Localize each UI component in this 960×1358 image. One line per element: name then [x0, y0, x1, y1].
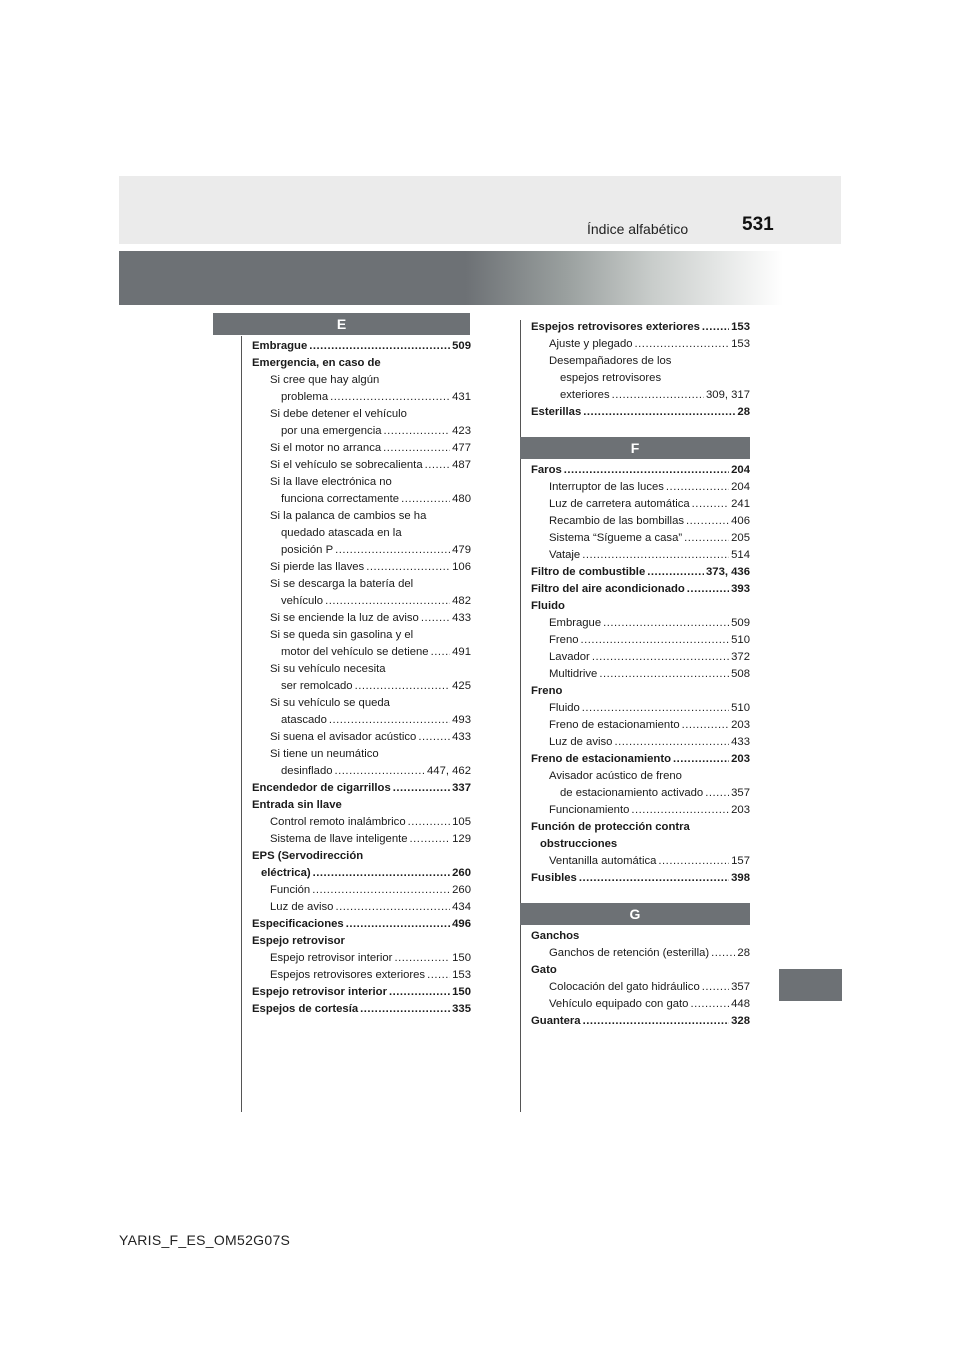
index-entry	[252, 780, 471, 797]
index-entry-page: 309, 317	[706, 389, 750, 401]
index-entry-term: ser remolcado	[281, 680, 353, 692]
index-leader-dots	[631, 802, 729, 819]
page-number: 531	[742, 214, 774, 235]
index-entry-page: 480	[452, 493, 471, 505]
index-entry-term: Freno de estacionamiento	[549, 719, 680, 731]
index-leader-dots	[360, 1001, 450, 1018]
index-leader-dots	[309, 338, 450, 355]
index-entry-term: Si el vehículo se sobrecalienta	[270, 459, 423, 471]
index-entry-page: 509	[452, 340, 471, 352]
index-entry-page: 106	[452, 561, 471, 573]
index-entry-page: 493	[452, 714, 471, 726]
index-entry-page: 150	[452, 952, 471, 964]
index-entry	[252, 984, 471, 1001]
index-entry-page: 357	[731, 787, 750, 799]
index-entry	[531, 683, 750, 700]
index-entry-page: 328	[731, 1015, 750, 1027]
index-leader-dots	[401, 491, 450, 508]
index-leader-dots	[427, 967, 450, 984]
index-leader-dots	[408, 814, 451, 831]
index-entry-term: Espejo retrovisor interior	[270, 952, 393, 964]
index-leader-dots	[431, 644, 451, 661]
index-entry	[252, 814, 471, 831]
index-entry	[531, 370, 750, 387]
index-entry	[252, 576, 471, 593]
index-entry-term: Luz de aviso	[270, 901, 334, 913]
index-entry	[252, 933, 471, 950]
index-entry-page: 510	[731, 702, 750, 714]
index-entry	[252, 406, 471, 423]
index-entry-term: Si la llave electrónica no	[270, 476, 392, 488]
index-leader-dots	[313, 865, 451, 882]
index-leader-dots	[383, 423, 450, 440]
index-entry-term: Si el motor no arranca	[270, 442, 382, 454]
index-leader-dots	[581, 632, 730, 649]
index-entry-term: Freno de estacionamiento	[531, 753, 671, 765]
index-entry	[252, 746, 471, 763]
index-entry	[531, 353, 750, 370]
index-entry	[252, 355, 471, 372]
index-entry	[252, 695, 471, 712]
index-column-left	[252, 338, 471, 1018]
index-entry-term: quedado atascada en la	[281, 527, 402, 539]
index-leader-dots	[335, 899, 450, 916]
index-entry	[252, 916, 471, 933]
index-entry-page: 508	[731, 668, 750, 680]
index-entry-term: Si se queda sin gasolina y el	[270, 629, 414, 641]
index-leader-dots	[711, 945, 735, 962]
index-entry	[531, 649, 750, 666]
index-leader-dots	[686, 513, 729, 530]
left-column-rule	[241, 336, 242, 1112]
index-entry-term: Función	[270, 884, 311, 896]
index-leader-dots	[603, 615, 729, 632]
index-entry-page: 129	[452, 833, 471, 845]
index-entry-term: Emergencia, en caso de	[252, 357, 381, 369]
index-leader-dots	[582, 547, 729, 564]
index-entry	[252, 950, 471, 967]
header-band	[119, 176, 841, 244]
index-entry-term: Freno	[531, 685, 563, 697]
index-leader-dots	[690, 996, 729, 1013]
index-entry-term: Si su vehículo necesita	[270, 663, 386, 675]
index-entry	[252, 1001, 471, 1018]
index-entry	[531, 870, 750, 887]
index-entry-page: 433	[731, 736, 750, 748]
index-entry	[531, 785, 750, 802]
index-entry-term: Ganchos	[531, 930, 580, 942]
index-entry-term: funciona correctamente	[281, 493, 400, 505]
index-leader-dots	[579, 870, 729, 887]
index-entry-term: Función de protección contra	[531, 821, 690, 833]
index-entry-term: Espejo retrovisor interior	[252, 986, 387, 998]
index-entry-page: 153	[731, 321, 750, 333]
index-entry	[531, 479, 750, 496]
index-entry-page: 487	[452, 459, 471, 471]
index-entry-page: 153	[731, 338, 750, 350]
index-entry	[252, 525, 471, 542]
index-entry	[531, 836, 750, 853]
index-entry-term: Entrada sin llave	[252, 799, 342, 811]
index-entry-page: 372	[731, 651, 750, 663]
index-entry	[531, 979, 750, 996]
index-entry-page: 482	[452, 595, 471, 607]
index-leader-dots	[614, 734, 729, 751]
index-leader-dots	[366, 559, 450, 576]
index-entry-page: 204	[731, 464, 750, 476]
index-entry	[531, 496, 750, 513]
index-leader-dots	[692, 496, 729, 513]
index-entry-page: 150	[452, 986, 471, 998]
index-entry	[252, 865, 471, 882]
index-entry-page: 406	[731, 515, 750, 527]
index-leader-dots	[592, 649, 729, 666]
index-entry	[252, 559, 471, 576]
index-entry	[531, 928, 750, 945]
index-entry-page: 157	[731, 855, 750, 867]
index-leader-dots	[410, 831, 451, 848]
index-entry-term: posición P	[281, 544, 334, 556]
index-entry	[252, 661, 471, 678]
index-leader-dots	[383, 440, 450, 457]
index-entry-page: 335	[452, 1003, 471, 1015]
index-entry	[531, 513, 750, 530]
index-entry-page: 514	[731, 549, 750, 561]
section-title: Índice alfabético	[587, 221, 689, 237]
index-entry-term: vehículo	[281, 595, 324, 607]
index-leader-dots	[705, 785, 729, 802]
index-entry-page: 398	[731, 872, 750, 884]
index-entry-page: 423	[452, 425, 471, 437]
index-entry-page: 105	[452, 816, 471, 828]
index-leader-dots	[687, 581, 729, 598]
index-entry-term: Si tiene un neumático	[270, 748, 379, 760]
index-entry-term: Si cree que hay algún	[270, 374, 380, 386]
index-entry	[252, 712, 471, 729]
index-entry-term: Encendedor de cigarrillos	[252, 782, 391, 794]
index-entry-term: Recambio de las bombillas	[549, 515, 685, 527]
index-entry-term: Si debe detener el vehículo	[270, 408, 407, 420]
index-entry	[531, 336, 750, 353]
index-entry	[252, 508, 471, 525]
index-entry-term: Embrague	[252, 340, 308, 352]
index-leader-dots	[355, 678, 451, 695]
index-entry-term: Freno	[549, 634, 579, 646]
index-entry-term: Guantera	[531, 1015, 581, 1027]
index-entry	[252, 542, 471, 559]
index-entry-term: atascado	[281, 714, 327, 726]
index-leader-dots	[564, 462, 729, 479]
index-entry-term: Si pierde las llaves	[270, 561, 365, 573]
index-entry-term: Si se enciende la luz de aviso	[270, 612, 419, 624]
index-entry-term: Si se descarga la batería del	[270, 578, 414, 590]
index-entry	[531, 530, 750, 547]
index-entry-term: Si suena el avisador acústico	[270, 731, 417, 743]
index-entry-page: 509	[731, 617, 750, 629]
index-entry-term: Control remoto inalámbrico	[270, 816, 406, 828]
index-leader-dots	[658, 853, 729, 870]
index-entry	[252, 848, 471, 865]
index-entry	[252, 593, 471, 610]
index-entry	[531, 996, 750, 1013]
index-entry-term: Especificaciones	[252, 918, 344, 930]
index-entry-page: 373, 436	[706, 566, 750, 578]
index-entry-page: 447, 462	[427, 765, 471, 777]
index-leader-dots	[702, 319, 729, 336]
index-leader-dots	[599, 666, 729, 683]
index-entry-term: motor del vehículo se detiene	[281, 646, 429, 658]
index-entry-term: Esterillas	[531, 406, 582, 418]
index-entry	[252, 338, 471, 355]
index-entry-term: Espejos retrovisores exteriores	[531, 321, 700, 333]
index-leader-dots	[389, 984, 450, 1001]
index-entry	[531, 319, 750, 336]
index-entry-term: exteriores	[560, 389, 610, 401]
index-entry-term: Ventanilla automática	[549, 855, 657, 867]
index-entry-term: obstrucciones	[540, 838, 618, 850]
index-leader-dots	[425, 457, 451, 474]
index-leader-dots	[635, 336, 730, 353]
index-entry	[252, 967, 471, 984]
index-entry-term: Espejos de cortesía	[252, 1003, 359, 1015]
index-entry	[531, 768, 750, 785]
index-entry-term: eléctrica)	[261, 867, 311, 879]
index-entry-term: Fusibles	[531, 872, 577, 884]
index-entry-term: Embrague	[549, 617, 602, 629]
index-entry	[252, 899, 471, 916]
index-entry	[531, 632, 750, 649]
index-entry-term: Desempañadores de los	[549, 355, 672, 367]
index-entry	[252, 644, 471, 661]
index-entry	[252, 389, 471, 406]
index-entry-term: espejos retrovisores	[560, 372, 662, 384]
index-entry-term: por una emergencia	[281, 425, 382, 437]
index-entry	[531, 387, 750, 404]
index-column-right-g	[531, 928, 750, 1030]
index-entry	[531, 666, 750, 683]
index-leader-dots	[582, 700, 729, 717]
index-entry-page: 425	[452, 680, 471, 692]
index-leader-dots	[335, 542, 450, 559]
index-entry	[252, 729, 471, 746]
index-entry-page: 337	[452, 782, 471, 794]
index-entry-term: Interruptor de las luces	[549, 481, 664, 493]
index-leader-dots	[583, 1013, 730, 1030]
index-entry	[531, 581, 750, 598]
index-entry	[252, 474, 471, 491]
chapter-side-tab	[779, 969, 842, 1001]
index-entry-page: 479	[452, 544, 471, 556]
index-leader-dots	[335, 763, 426, 780]
index-leader-dots	[312, 882, 450, 899]
index-entry	[531, 962, 750, 979]
index-entry-term: Espejos retrovisores exteriores	[270, 969, 426, 981]
index-entry-term: Fluido	[549, 702, 580, 714]
index-entry	[531, 819, 750, 836]
index-leader-dots	[647, 564, 704, 581]
index-leader-dots	[421, 610, 450, 627]
index-entry	[252, 457, 471, 474]
index-entry	[531, 564, 750, 581]
index-leader-dots	[418, 729, 450, 746]
index-entry-term: problema	[281, 391, 329, 403]
index-entry-term: Vataje	[549, 549, 581, 561]
index-entry-term: Faros	[531, 464, 562, 476]
index-entry-term: Funcionamiento	[549, 804, 630, 816]
index-entry-term: Si la palanca de cambios se ha	[270, 510, 427, 522]
index-entry-term: de estacionamiento activado	[560, 787, 704, 799]
index-entry	[252, 610, 471, 627]
index-entry	[531, 751, 750, 768]
index-entry	[252, 763, 471, 780]
index-entry-page: 203	[731, 753, 750, 765]
index-leader-dots	[346, 916, 450, 933]
index-entry-page: 203	[731, 719, 750, 731]
index-leader-dots	[393, 780, 450, 797]
index-entry	[531, 1013, 750, 1030]
index-entry	[252, 440, 471, 457]
index-entry	[252, 627, 471, 644]
index-entry-term: Luz de aviso	[549, 736, 613, 748]
index-leader-dots	[684, 530, 729, 547]
index-entry-page: 153	[452, 969, 471, 981]
index-entry-term: Vehículo equipado con gato	[549, 998, 689, 1010]
index-entry	[252, 678, 471, 695]
index-entry-term: Lavador	[549, 651, 590, 663]
index-entry-term: EPS (Servodirección	[252, 850, 364, 862]
section-header-g: G	[520, 903, 750, 925]
index-entry-term: Gato	[531, 964, 557, 976]
index-entry-term: Sistema “Sígueme a casa”	[549, 532, 683, 544]
index-leader-dots	[325, 593, 450, 610]
index-entry	[531, 802, 750, 819]
index-leader-dots	[329, 712, 450, 729]
index-entry-page: 203	[731, 804, 750, 816]
index-entry	[531, 945, 750, 962]
index-entry-term: Ajuste y plegado	[549, 338, 633, 350]
index-entry-page: 510	[731, 634, 750, 646]
index-entry-page: 433	[452, 612, 471, 624]
index-entry-page: 260	[452, 884, 471, 896]
index-entry-page: 434	[452, 901, 471, 913]
index-entry-term: Filtro del aire acondicionado	[531, 583, 685, 595]
index-entry-page: 477	[452, 442, 471, 454]
index-entry-term: Si su vehículo se queda	[270, 697, 390, 709]
section-header-e: E	[213, 313, 470, 335]
index-entry	[252, 423, 471, 440]
index-entry	[531, 717, 750, 734]
index-entry	[252, 491, 471, 508]
index-entry-page: 393	[731, 583, 750, 595]
index-entry	[531, 615, 750, 632]
index-entry-page: 448	[731, 998, 750, 1010]
index-entry-term: Espejo retrovisor	[252, 935, 345, 947]
index-entry	[252, 797, 471, 814]
index-entry-page: 28	[737, 406, 750, 418]
index-entry	[531, 853, 750, 870]
index-entry-page: 357	[731, 981, 750, 993]
index-leader-dots	[612, 387, 704, 404]
index-entry	[252, 372, 471, 389]
index-entry-page: 205	[731, 532, 750, 544]
index-leader-dots	[330, 389, 450, 406]
index-column-right-f	[531, 462, 750, 887]
index-leader-dots	[394, 950, 450, 967]
index-entry	[531, 598, 750, 615]
index-leader-dots	[673, 751, 729, 768]
index-entry-page: 496	[452, 918, 471, 930]
document-code: YARIS_F_ES_OM52G07S	[119, 1232, 291, 1248]
index-leader-dots	[702, 979, 729, 996]
index-leader-dots	[666, 479, 729, 496]
index-entry-term: Multidrive	[549, 668, 598, 680]
chapter-banner	[119, 251, 841, 305]
index-entry	[531, 404, 750, 421]
index-entry-term: Ganchos de retención (esterilla)	[549, 947, 710, 959]
index-leader-dots	[583, 404, 735, 421]
index-entry-term: Fluido	[531, 600, 565, 612]
index-entry-term: desinflado	[281, 765, 333, 777]
index-entry-page: 491	[452, 646, 471, 658]
index-entry	[531, 734, 750, 751]
index-entry-page: 204	[731, 481, 750, 493]
index-entry	[531, 547, 750, 564]
index-leader-dots	[682, 717, 730, 734]
index-entry-page: 260	[452, 867, 471, 879]
index-entry	[252, 882, 471, 899]
index-column-right-e	[531, 319, 750, 421]
index-entry-page: 431	[452, 391, 471, 403]
index-entry-term: Sistema de llave inteligente	[270, 833, 408, 845]
index-entry	[531, 700, 750, 717]
index-entry-page: 28	[737, 947, 750, 959]
index-entry-term: Avisador acústico de freno	[549, 770, 682, 782]
index-entry-page: 241	[731, 498, 750, 510]
section-header-f: F	[520, 437, 750, 459]
index-entry-page: 433	[452, 731, 471, 743]
index-entry	[252, 831, 471, 848]
index-entry	[531, 462, 750, 479]
index-entry-term: Luz de carretera automática	[549, 498, 690, 510]
index-entry-term: Colocación del gato hidráulico	[549, 981, 700, 993]
index-entry-term: Filtro de combustible	[531, 566, 646, 578]
